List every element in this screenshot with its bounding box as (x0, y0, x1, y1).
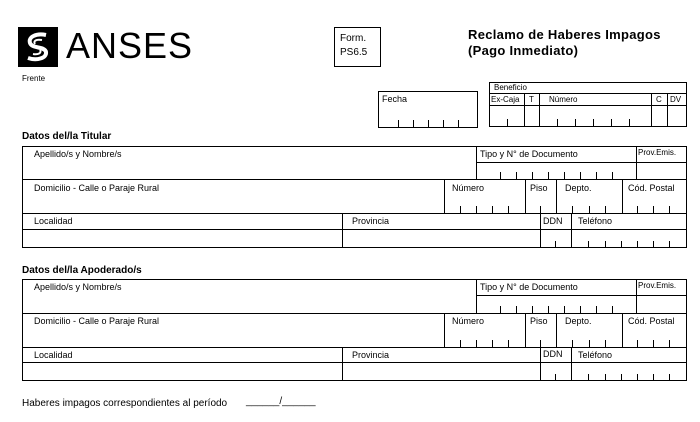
brand-name: ANSES (66, 25, 194, 66)
titular-depto-label: Depto. (565, 183, 592, 193)
apoderado-section-title: Datos del/la Apoderado/s (22, 265, 142, 276)
numero-label: Número (549, 95, 578, 104)
titular-domicilio-input[interactable] (23, 195, 443, 212)
apoderado-domicilio-input[interactable] (23, 329, 443, 346)
apoderado-apellido-input[interactable] (23, 296, 475, 312)
apoderado-depto-label: Depto. (565, 316, 592, 326)
apoderado-localidad-label: Localidad (34, 350, 73, 360)
apoderado-tipo-doc-label: Tipo y N° de Documento (480, 282, 578, 292)
t-label: T (529, 95, 534, 104)
titular-provincia-input[interactable] (343, 230, 539, 247)
titular-cod-postal-label: Cód. Postal (628, 183, 675, 193)
apoderado-prov-emis-label: Prov.Emis. (638, 281, 677, 290)
apoderado-telefono-label: Teléfono (578, 350, 613, 360)
titular-numero-label: Número (452, 183, 485, 193)
apoderado-cod-postal-label: Cód. Postal (628, 316, 675, 326)
periodo-input[interactable]: ______/______ (246, 396, 316, 407)
titular-apellido-label: Apellido/s y Nombre/s (34, 149, 122, 159)
form-title-line2: (Pago Inmediato) (468, 43, 579, 58)
titular-domicilio-label: Domicilio - Calle o Paraje Rural (34, 183, 160, 193)
anses-logo (18, 27, 193, 67)
form-title-line1: Reclamo de Haberes Impagos (468, 27, 661, 42)
apoderado-numero-label: Número (452, 316, 485, 326)
beneficio-label: Beneficio (494, 83, 527, 92)
titular-piso-label: Piso (530, 183, 548, 193)
form-code: PS6.5 (340, 47, 368, 58)
apoderado-ddn-label: DDN (543, 349, 563, 359)
apoderado-apellido-label: Apellido/s y Nombre/s (34, 282, 122, 292)
titular-tipo-doc-label: Tipo y N° de Documento (480, 149, 578, 159)
anses-s-icon (18, 27, 58, 67)
titular-telefono-label: Teléfono (578, 216, 613, 226)
titular-ddn-label: DDN (543, 216, 563, 226)
titular-localidad-label: Localidad (34, 216, 73, 226)
fecha-label: Fecha (382, 94, 408, 104)
dv-label: DV (670, 95, 682, 104)
titular-provincia-label: Provincia (352, 216, 390, 226)
ex-caja-label: Ex-Caja (491, 95, 520, 104)
titular-localidad-input[interactable] (23, 230, 341, 247)
titular-prov-emis-label: Prov.Emis. (638, 148, 677, 157)
form-label: Form. (340, 33, 367, 44)
frente-label: Frente (22, 74, 46, 83)
titular-section-title: Datos del/la Titular (22, 131, 112, 142)
titular-apellido-input[interactable] (23, 162, 475, 178)
apoderado-domicilio-label: Domicilio - Calle o Paraje Rural (34, 316, 160, 326)
periodo-label: Haberes impagos correspondientes al período (22, 398, 228, 409)
apoderado-localidad-input[interactable] (23, 363, 341, 380)
apoderado-provincia-input[interactable] (343, 363, 539, 380)
apoderado-provincia-label: Provincia (352, 350, 390, 360)
c-label: C (656, 95, 662, 104)
apoderado-piso-label: Piso (530, 316, 548, 326)
